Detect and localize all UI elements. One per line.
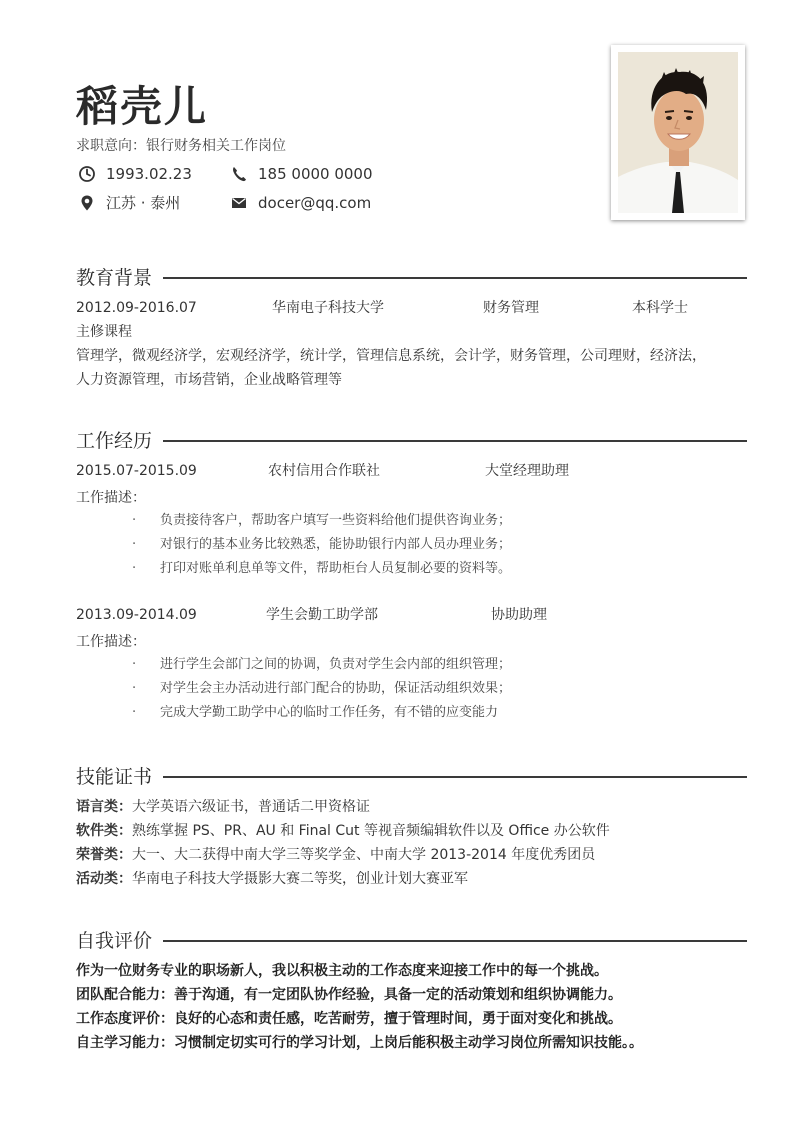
self-eval-line: 自主学习能力：习惯制定切实可行的学习计划，上岗后能积极主动学习岗位所需知识技能。。 xyxy=(76,1035,643,1051)
job-period: 2013.09-2014.09 xyxy=(76,607,197,623)
birth-info xyxy=(78,164,192,184)
courses-line: 管理学，微观经济学，宏观经济学，统计学，管理信息系统，会计学，财务管理，公司理财，经济法， xyxy=(76,348,706,364)
skill-item xyxy=(76,845,595,865)
clock-icon xyxy=(78,165,96,183)
bullet-dot: · xyxy=(132,561,137,576)
skill-item xyxy=(76,821,610,841)
courses-label: 主修课程 xyxy=(76,324,132,340)
bullet-dot: · xyxy=(132,513,137,528)
skill-text: 大一、大二获得中南大学三等奖学金、中南大学 2013-2014 年度优秀团员 xyxy=(132,847,596,863)
self-eval-line: 工作态度评价：良好的心态和责任感，吃苦耐劳，擅于管理时间，勇于面对变化和挑战。 xyxy=(76,1011,622,1027)
edu-school: 华南电子科技大学 xyxy=(272,300,384,316)
bullet-dot: · xyxy=(132,537,137,552)
edu-major: 财务管理 xyxy=(483,300,539,316)
section-title-work: 工作经历 xyxy=(76,430,153,452)
skill-label: 活动类： xyxy=(76,871,132,887)
skill-label: 荣誉类： xyxy=(76,847,132,863)
skill-label: 软件类： xyxy=(76,823,132,839)
job-desc-label: 工作描述： xyxy=(76,490,146,506)
job-desc-item: · 负责接待客户，帮助客户填写一些资料给他们提供咨询业务； xyxy=(160,511,511,531)
self-eval-line: 团队配合能力：善于沟通，有一定团队协作经验，具备一定的活动策划和组织协调能力。 xyxy=(76,987,622,1003)
bullet-dot: · xyxy=(132,657,137,672)
job-desc-label: 工作描述： xyxy=(76,634,146,650)
skill-text: 熟练掌握 PS、PR、AU 和 Final Cut 等视音频编辑软件以及 Office 办公软件 xyxy=(132,823,610,839)
section-title-education: 教育背景 xyxy=(76,267,153,289)
section-divider xyxy=(163,277,747,279)
phone-info xyxy=(230,164,373,184)
skill-text: 大学英语六级证书，普通话二甲资格证 xyxy=(132,799,370,815)
profile-photo xyxy=(611,45,745,220)
birth-date: 1993.02.23 xyxy=(106,165,192,183)
job-role: 大堂经理助理 xyxy=(485,463,569,479)
email-info xyxy=(230,193,371,213)
job-desc-item: · 完成大学勤工助学中心的临时工作任务，有不错的应变能力 xyxy=(160,703,498,723)
job-role: 协助助理 xyxy=(491,607,547,623)
edu-degree: 本科学士 xyxy=(632,300,688,316)
courses-line: 人力资源管理，市场营销，企业战略管理等 xyxy=(76,372,342,388)
location-info xyxy=(78,193,180,213)
self-eval-line: 作为一位财务专业的职场新人，我以积极主动的工作态度来迎接工作中的每一个挑战。 xyxy=(76,963,608,979)
location-pin-icon xyxy=(78,194,96,212)
bullet-dot: · xyxy=(132,681,137,696)
job-desc-item: · 对学生会主办活动进行部门配合的协助，保证活动组织效果； xyxy=(160,679,511,699)
bullet-dot: · xyxy=(132,705,137,720)
section-divider xyxy=(163,776,747,778)
candidate-name: 稻壳儿 xyxy=(76,82,209,131)
section-divider xyxy=(163,940,747,942)
job-desc-item: · 打印对账单利息单等文件，帮助柜台人员复制必要的资料等。 xyxy=(160,559,511,579)
section-divider xyxy=(163,440,747,442)
location-text: 江苏 · 泰州 xyxy=(106,194,181,212)
phone-number: 185 0000 0000 xyxy=(258,165,373,183)
skill-text: 华南电子科技大学摄影大赛二等奖，创业计划大赛亚军 xyxy=(132,871,468,887)
email-address: docer@qq.com xyxy=(258,194,372,212)
job-period: 2015.07-2015.09 xyxy=(76,463,197,479)
envelope-icon xyxy=(230,194,248,212)
skill-item xyxy=(76,797,370,817)
job-intent: 求职意向：银行财务相关工作岗位 xyxy=(76,138,286,154)
skill-label: 语言类： xyxy=(76,799,132,815)
job-desc-item: · 进行学生会部门之间的协调，负责对学生会内部的组织管理； xyxy=(160,655,511,675)
skill-item xyxy=(76,869,468,889)
job-desc-item: · 对银行的基本业务比较熟悉，能协助银行内部人员办理业务； xyxy=(160,535,511,555)
job-org: 学生会勤工助学部 xyxy=(266,607,378,623)
portrait-image xyxy=(618,52,738,213)
section-title-skills: 技能证书 xyxy=(76,766,153,788)
phone-icon xyxy=(230,165,248,183)
section-title-self-eval: 自我评价 xyxy=(76,930,153,952)
job-org: 农村信用合作联社 xyxy=(268,463,380,479)
edu-period: 2012.09-2016.07 xyxy=(76,300,197,316)
